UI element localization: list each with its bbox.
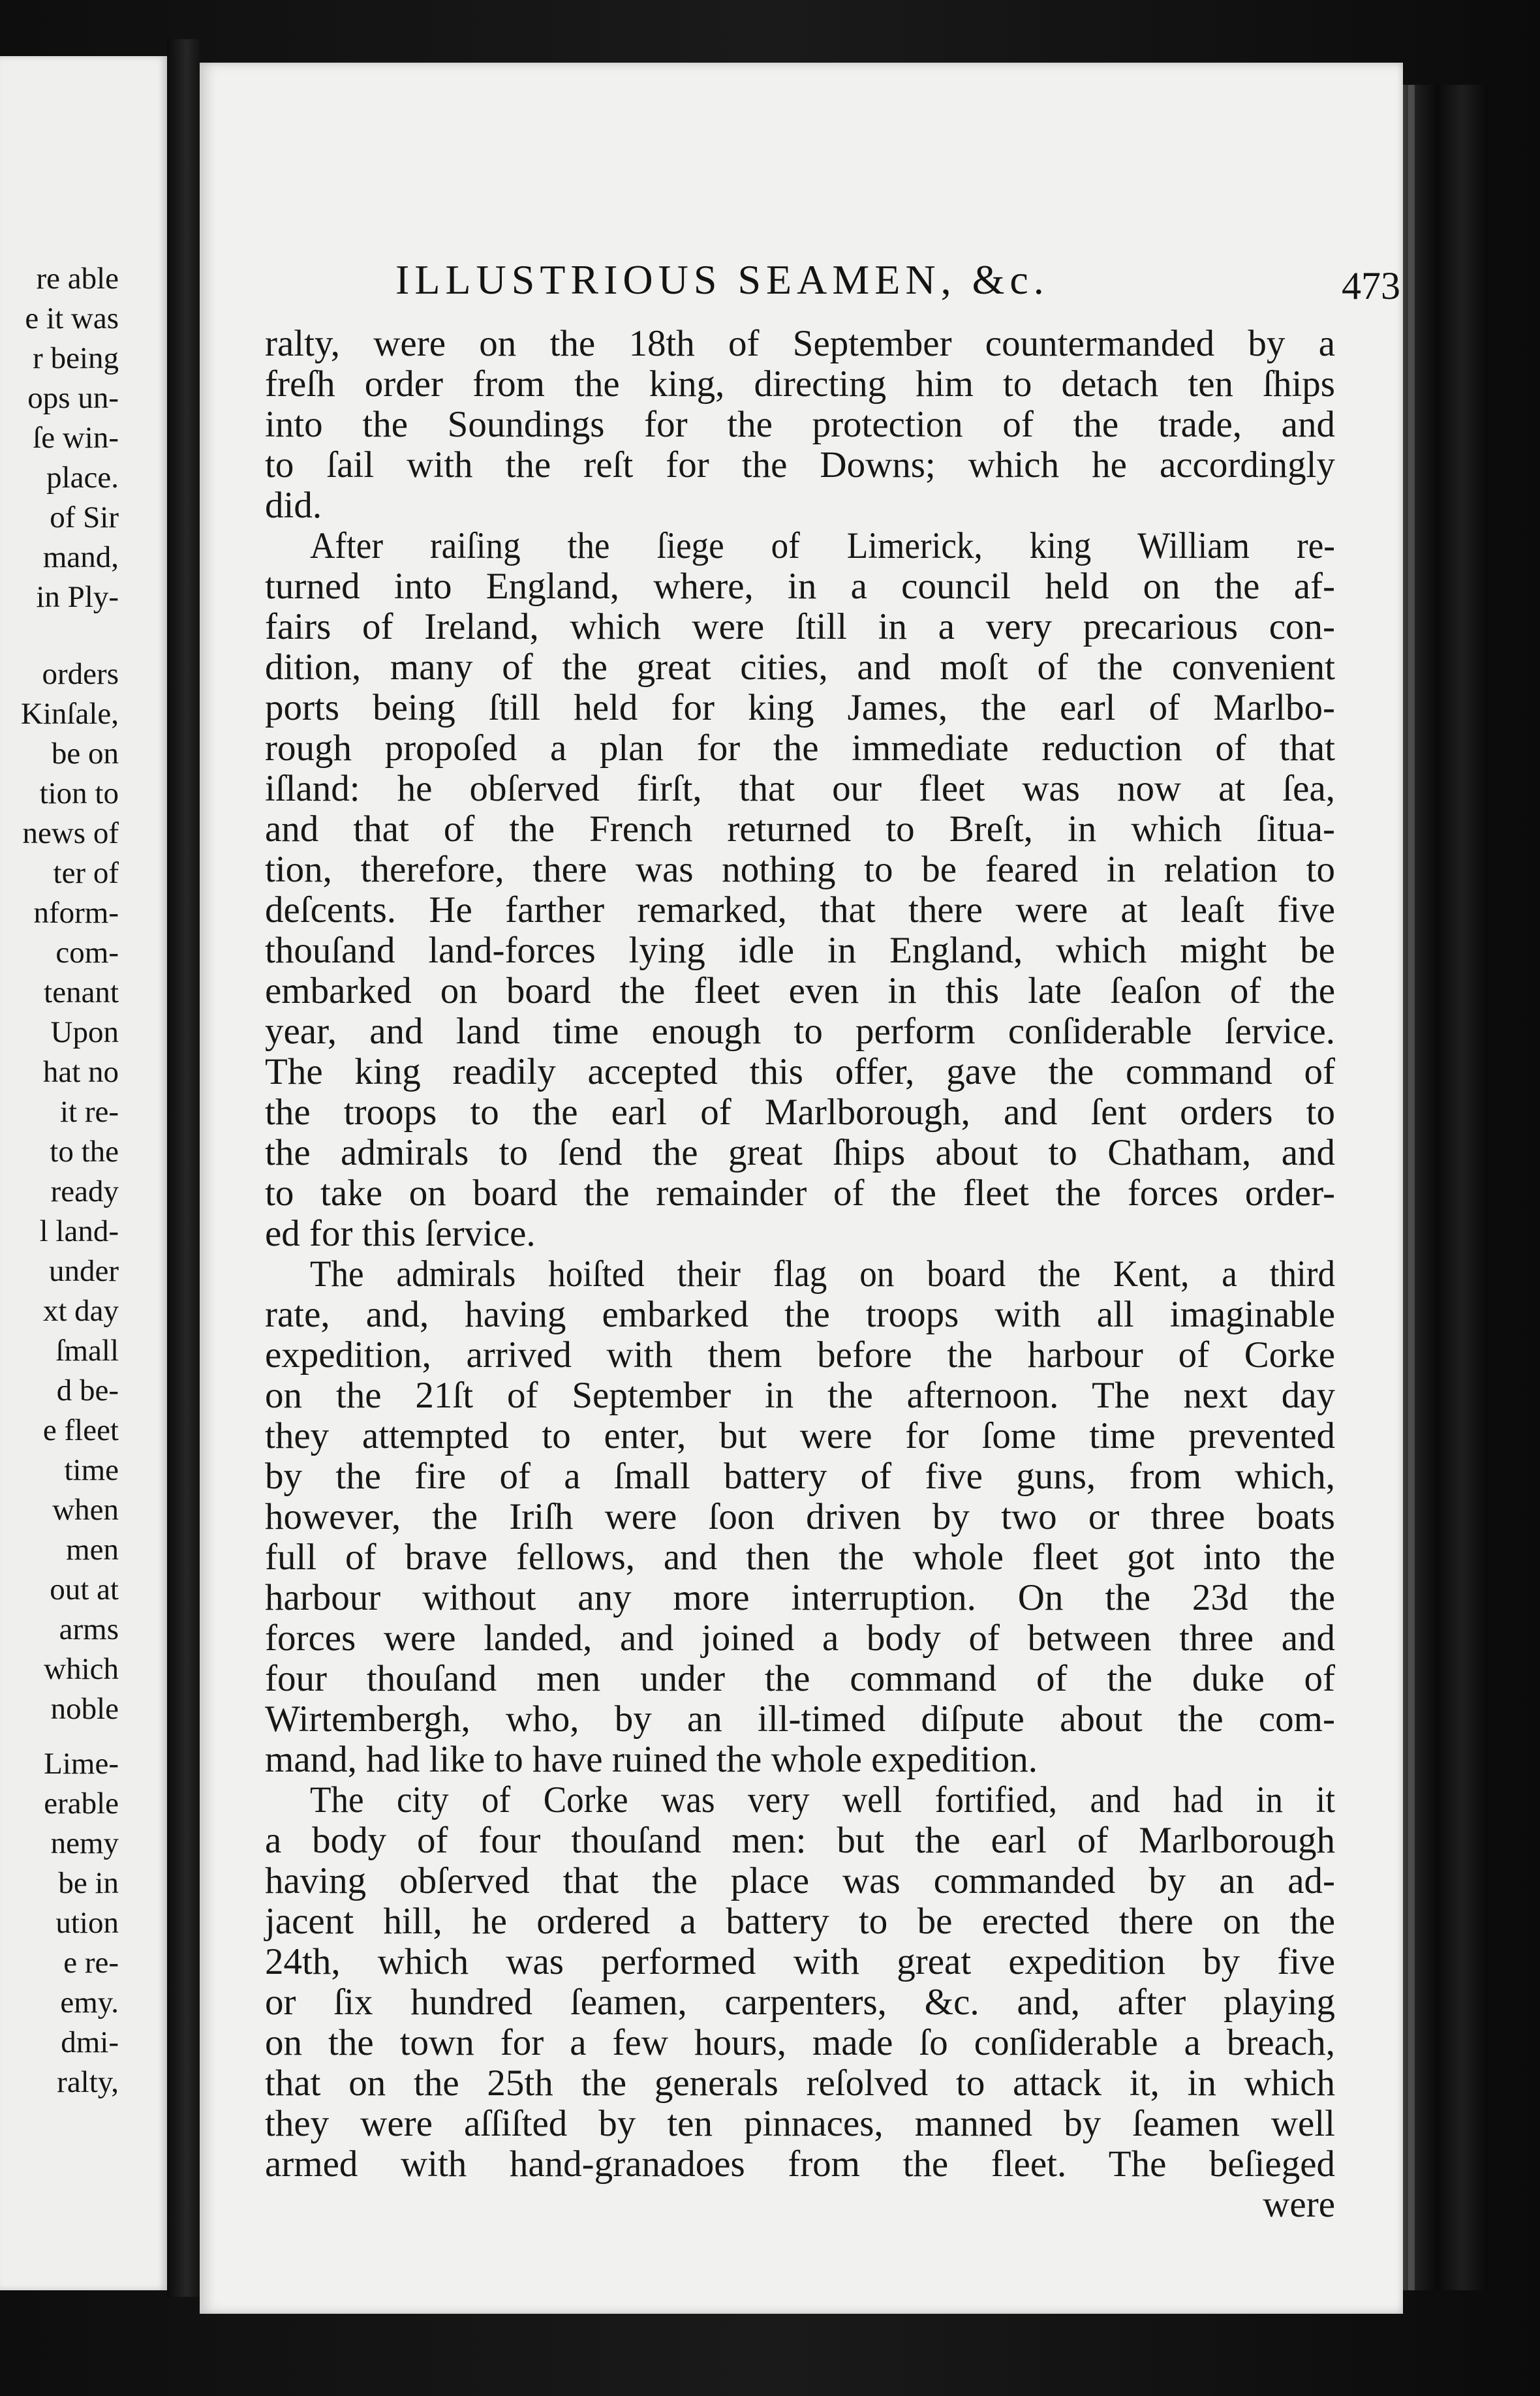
facing-page-line-fragment: ter of <box>53 856 119 890</box>
facing-page-line-fragment: Kinſale, <box>20 697 119 731</box>
facing-page-line-fragment: under <box>48 1254 119 1288</box>
text-line: forces were landed, and joined a body of between three and <box>265 1618 1335 1659</box>
text-line: tion, therefore, there was nothing to be feared in relation to <box>265 849 1335 890</box>
text-line: thouſand land-forces lying idle in England, which might be <box>265 930 1335 971</box>
facing-page-line-fragment: r being <box>33 341 119 375</box>
facing-page-line-fragment: tion to <box>39 776 119 810</box>
facing-page-line-fragment: Upon <box>50 1015 119 1049</box>
facing-page-line-fragment: be on <box>51 737 119 771</box>
facing-page-line-fragment: ops un- <box>27 381 119 415</box>
text-line: freſh order from the king, directing him to detach ten ſhips <box>265 363 1335 405</box>
facing-page-line-fragment: out at <box>50 1573 119 1606</box>
book-gutter <box>167 39 200 2297</box>
text-line: The city of Corke was very well fortified, and had in it <box>309 1779 1335 1820</box>
text-line: they were aſſiſted by ten pinnaces, manned by ſeamen well <box>265 2103 1335 2144</box>
text-line: did. <box>265 485 322 526</box>
facing-page-line-fragment: in Ply- <box>36 580 119 614</box>
text-line: to ſail with the reſt for the Downs; which he accordingly <box>265 444 1335 485</box>
text-line: rate, and, having embarked the troops with all imaginable <box>265 1294 1335 1335</box>
facing-page-line-fragment: place. <box>46 461 119 495</box>
text-line: The admirals hoiſted their flag on board the Kent, a third <box>309 1253 1335 1295</box>
text-line: Wirtembergh, who, by an ill-timed diſpute about the com- <box>265 1698 1335 1740</box>
text-line: full of brave fellows, and then the whole fleet got into the <box>265 1537 1335 1578</box>
facing-page-line-fragment: of Sir <box>50 500 119 534</box>
text-line: fairs of Ireland, which were ſtill in a very precarious con- <box>265 606 1335 647</box>
facing-page-line-fragment: noble <box>50 1692 119 1726</box>
text-line: ralty, were on the 18th of September countermanded by a <box>265 323 1335 364</box>
text-line: the admirals to ſend the great ſhips about to Chatham, and <box>265 1132 1335 1173</box>
text-line: rough propoſed a plan for the immediate reduction of that <box>265 728 1335 769</box>
text-line: dition, many of the great cities, and moſt of the convenient <box>265 647 1335 688</box>
facing-page-line-fragment: to the <box>50 1135 119 1169</box>
page-number: 473 <box>1342 264 1400 307</box>
text-line: or ſix hundred ſeamen, carpenters, &c. and, after playing <box>265 1982 1335 2023</box>
facing-page-line-fragment: Lime- <box>44 1747 119 1781</box>
facing-page-line-fragment: emy. <box>60 1986 119 2020</box>
text-line: embarked on board the fleet even in this late ſeaſon of the <box>265 970 1335 1011</box>
text-line: deſcents. He farther remarked, that there were at leaſt five <box>265 889 1335 930</box>
text-line: they attempted to enter, but were for ſome time prevented <box>265 1415 1335 1456</box>
facing-page-line-fragment: news of <box>22 816 119 850</box>
text-line: having obſerved that the place was commanded by an ad- <box>265 1860 1335 1901</box>
facing-page-line-fragment: hat no <box>42 1055 119 1089</box>
text-line: mand, had like to have ruined the whole expedition. <box>265 1739 1038 1780</box>
facing-page-line-fragment: ſe win- <box>33 421 119 455</box>
facing-page-edge <box>0 56 167 2290</box>
text-line: ports being ſtill held for king James, the earl of Marlbo- <box>265 687 1335 728</box>
text-line: on the 21ſt of September in the afternoon. The next day <box>265 1375 1335 1416</box>
text-line: jacent hill, he ordered a battery to be erected there on the <box>265 1901 1335 1942</box>
text-line: harbour without any more interruption. On the 23d the <box>265 1577 1335 1618</box>
facing-page-line-fragment: e re- <box>63 1946 119 1980</box>
facing-page-line-fragment: l land- <box>39 1214 119 1248</box>
running-title: ILLUSTRIOUS SEAMEN, &c. <box>395 256 1049 303</box>
facing-page-line-fragment: time <box>64 1453 119 1487</box>
facing-page-line-fragment: which <box>44 1652 119 1686</box>
facing-page-line-fragment: e fleet <box>42 1413 119 1447</box>
facing-page-line-fragment: orders <box>42 657 119 691</box>
text-line: After raiſing the ſiege of Limerick, king William re- <box>309 525 1335 566</box>
text-line: iſland: he obſerved firſt, that our fleet was now at ſea, <box>265 768 1335 809</box>
page-edge-highlight <box>1408 85 1415 2290</box>
facing-page-line-fragment: ution <box>55 1906 119 1940</box>
facing-page-line-fragment: erable <box>44 1787 119 1820</box>
facing-page-line-fragment: e it was <box>25 301 119 335</box>
text-line: by the fire of a ſmall battery of five guns, from which, <box>265 1456 1335 1497</box>
facing-page-line-fragment: dmi- <box>61 2025 119 2059</box>
text-line: four thouſand men under the command of the duke of <box>265 1658 1335 1699</box>
facing-page-line-fragment: mand, <box>42 540 119 574</box>
book-page <box>200 63 1403 2314</box>
facing-page-line-fragment: it re- <box>59 1095 119 1129</box>
facing-page-line-fragment: arms <box>59 1612 119 1646</box>
facing-page-line-fragment: nemy <box>50 1826 119 1860</box>
page-header <box>395 256 1403 315</box>
facing-page-line-fragment: men <box>66 1533 119 1567</box>
text-line: turned into England, where, in a council held on the af- <box>265 566 1335 607</box>
facing-page-line-fragment: com- <box>55 936 119 970</box>
text-line: into the Soundings for the protection of the trade, and <box>265 404 1335 445</box>
facing-page-line-fragment: re able <box>36 262 119 296</box>
body-text <box>265 324 1403 2225</box>
text-line: ed for this ſervice. <box>265 1213 536 1254</box>
text-line: a body of four thouſand men: but the earl of Marlborough <box>265 1820 1335 1861</box>
text-line: were <box>1263 2184 1335 2225</box>
facing-page-line-fragment: tenant <box>44 975 119 1009</box>
facing-page-line-fragment: ralty, <box>57 2065 119 2099</box>
facing-page-line-fragment: be in <box>58 1866 119 1900</box>
facing-page-line-fragment: xt day <box>42 1294 119 1328</box>
text-line: however, the Iriſh were ſoon driven by two or three boats <box>265 1496 1335 1537</box>
text-line: armed with hand-granadoes from the fleet. The beſieged <box>265 2143 1335 2185</box>
facing-page-line-fragment: d be- <box>56 1374 119 1407</box>
text-line: 24th, which was performed with great expedition by five <box>265 1941 1335 1982</box>
text-line: and that of the French returned to Breſt, in which ſitua- <box>265 808 1335 850</box>
facing-page-line-fragment: ready <box>50 1175 119 1208</box>
text-line: The king readily accepted this offer, gave the command of <box>265 1051 1335 1092</box>
text-line: on the town for a few hours, made ſo conſiderable a breach, <box>265 2022 1335 2063</box>
page-block-edge <box>1403 85 1488 2290</box>
facing-page-line-fragment: nform- <box>33 896 119 930</box>
text-line: the troops to the earl of Marlborough, and ſent orders to <box>265 1092 1335 1133</box>
text-line: year, and land time enough to perform conſiderable ſervice. <box>265 1011 1335 1052</box>
text-line: to take on board the remainder of the fleet the forces order- <box>265 1173 1335 1214</box>
text-line: that on the 25th the generals reſolved to attack it, in which <box>265 2063 1335 2104</box>
facing-page-line-fragment: ſmall <box>55 1334 119 1368</box>
text-line: expedition, arrived with them before the harbour of Corke <box>265 1334 1335 1375</box>
facing-page-line-fragment: when <box>52 1493 119 1527</box>
